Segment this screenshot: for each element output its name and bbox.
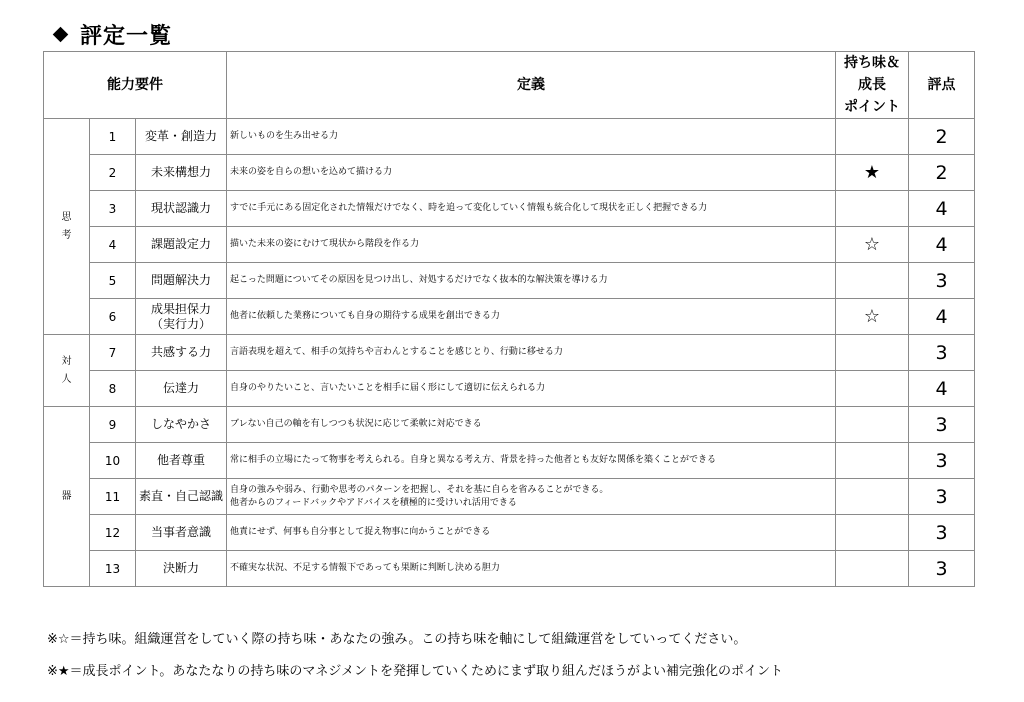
table-row	[44, 227, 975, 263]
ability-definition: 未来の姿を自らの想いを込めて描ける力	[227, 155, 836, 191]
note-star-filled: ※★＝成長ポイント。あなたなりの持ち味のマネジメントを発揮していくためにまず取り組んだほうがよい補完強化のポイント	[47, 664, 783, 679]
ability-name: 現状認識力	[136, 191, 227, 227]
score-value: 4	[909, 299, 975, 335]
score-value: 4	[909, 371, 975, 407]
row-number: 1	[90, 119, 136, 155]
score-value: 3	[909, 335, 975, 371]
strength-mark	[836, 335, 909, 371]
page-title-text: 評定一覧	[80, 23, 173, 49]
ability-name: 素直・自己認識	[136, 479, 227, 515]
evaluation-table	[43, 51, 975, 587]
diamond-bullet-icon	[53, 26, 69, 42]
category-cell	[44, 119, 90, 335]
ability-name: 成果担保力 （実行力）	[136, 299, 227, 335]
table-header-row	[44, 52, 975, 119]
table-row	[44, 335, 975, 371]
ability-name: 当事者意識	[136, 515, 227, 551]
score-value: 4	[909, 227, 975, 263]
row-number: 5	[90, 263, 136, 299]
score-value: 3	[909, 551, 975, 587]
row-number: 6	[90, 299, 136, 335]
header-strength-point: 持ち味＆ 成長 ポイント	[836, 52, 909, 119]
table-row	[44, 299, 975, 335]
ability-definition: 起こった問題についてその原因を見つけ出し、対処するだけでなく抜本的な解決策を導ける力	[227, 263, 836, 299]
ability-name: 他者尊重	[136, 443, 227, 479]
ability-definition: 他責にせず、何事も自分事として捉え物事に向かうことができる	[227, 515, 836, 551]
score-value: 3	[909, 407, 975, 443]
row-number: 9	[90, 407, 136, 443]
strength-mark	[836, 191, 909, 227]
table-row	[44, 155, 975, 191]
row-number: 4	[90, 227, 136, 263]
strength-mark	[836, 371, 909, 407]
header-score: 評点	[909, 52, 975, 119]
row-number: 8	[90, 371, 136, 407]
row-number: 3	[90, 191, 136, 227]
row-number: 2	[90, 155, 136, 191]
strength-mark: ☆	[836, 299, 909, 335]
table-row	[44, 479, 975, 515]
strength-mark	[836, 551, 909, 587]
ability-definition: 言語表現を超えて、相手の気持ちや言わんとすることを感じとり、行動に移せる力	[227, 335, 836, 371]
note-star-outline: ※☆＝持ち味。組織運営をしていく際の持ち味・あなたの強み。この持ち味を軸にして組織運営をしていってください。	[47, 632, 747, 647]
category-label: 対人	[61, 355, 72, 385]
page-title	[52, 18, 172, 50]
table-row	[44, 443, 975, 479]
ability-name: 決断力	[136, 551, 227, 587]
score-value: 2	[909, 155, 975, 191]
score-value: 3	[909, 443, 975, 479]
row-number: 12	[90, 515, 136, 551]
ability-definition: 常に相手の立場にたって物事を考えられる。自身と異なる考え方、背景を持った他者とも友好な関係を築くことができる	[227, 443, 836, 479]
score-value: 2	[909, 119, 975, 155]
ability-name: 問題解決力	[136, 263, 227, 299]
row-number: 7	[90, 335, 136, 371]
ability-name: 変革・創造力	[136, 119, 227, 155]
table-row	[44, 515, 975, 551]
category-label: 思考	[61, 211, 72, 241]
header-definition: 定義	[227, 52, 836, 119]
strength-mark	[836, 263, 909, 299]
category-cell	[44, 335, 90, 407]
ability-definition: 描いた未来の姿にむけて現状から階段を作る力	[227, 227, 836, 263]
ability-name: しなやかさ	[136, 407, 227, 443]
score-value: 3	[909, 515, 975, 551]
ability-name: 課題設定力	[136, 227, 227, 263]
ability-definition: 自身の強みや弱み、行動や思考のパターンを把握し、それを基に自らを省みることができる。 他者からのフィードバックやアドバイスを積極的に受けいれ活用できる	[227, 479, 836, 515]
strength-mark	[836, 479, 909, 515]
score-value: 4	[909, 191, 975, 227]
strength-mark: ★	[836, 155, 909, 191]
ability-definition: すでに手元にある固定化された情報だけでなく、時を追って変化していく情報も統合化して現状を正しく把握できる力	[227, 191, 836, 227]
ability-name: 未来構想力	[136, 155, 227, 191]
score-value: 3	[909, 479, 975, 515]
row-number: 10	[90, 443, 136, 479]
strength-mark: ☆	[836, 227, 909, 263]
table-row	[44, 551, 975, 587]
table-row	[44, 263, 975, 299]
ability-definition: 自身のやりたいこと、言いたいことを相手に届く形にして適切に伝えられる力	[227, 371, 836, 407]
row-number: 11	[90, 479, 136, 515]
strength-mark	[836, 407, 909, 443]
header-ability: 能力要件	[44, 52, 227, 119]
table-body	[44, 119, 975, 587]
ability-definition: ブレない自己の軸を有しつつも状況に応じて柔軟に対応できる	[227, 407, 836, 443]
ability-name: 伝達力	[136, 371, 227, 407]
row-number: 13	[90, 551, 136, 587]
table-row	[44, 407, 975, 443]
table-row	[44, 191, 975, 227]
table-row	[44, 371, 975, 407]
table-row	[44, 119, 975, 155]
strength-mark	[836, 443, 909, 479]
ability-name: 共感する力	[136, 335, 227, 371]
category-cell	[44, 407, 90, 587]
category-label: 器	[61, 490, 72, 502]
strength-mark	[836, 119, 909, 155]
strength-mark	[836, 515, 909, 551]
ability-definition: 不確実な状況、不足する情報下であっても果断に判断し決める胆力	[227, 551, 836, 587]
ability-definition: 他者に依頼した業務についても自身の期待する成果を創出できる力	[227, 299, 836, 335]
ability-definition: 新しいものを生み出せる力	[227, 119, 836, 155]
score-value: 3	[909, 263, 975, 299]
